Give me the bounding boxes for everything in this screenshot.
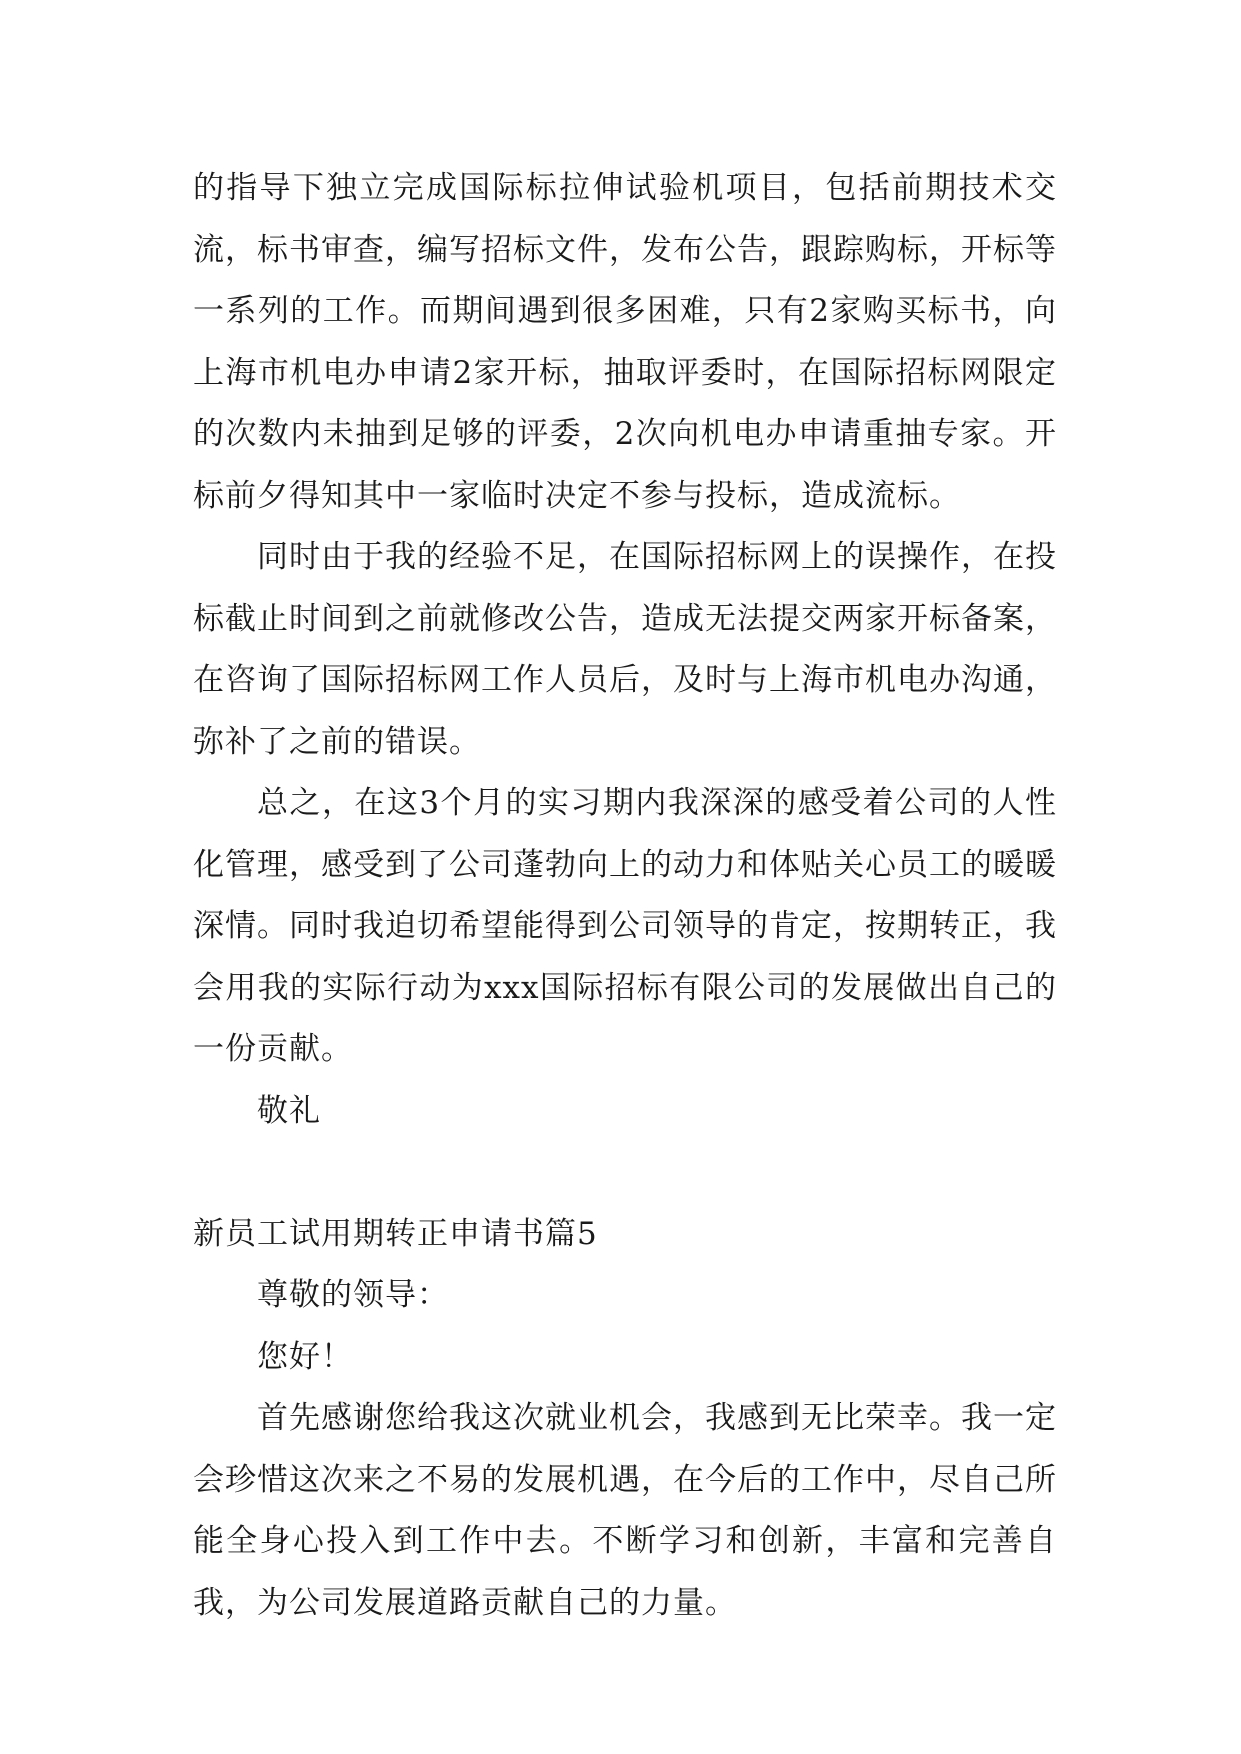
paragraph-gratitude: 首先感谢您给我这次就业机会，我感到无比荣幸。我一定会珍惜这次来之不易的发展机遇，在今后的工作中，尽自己所能全身心投入到工作中去。不断学习和创新，丰富和完善自我，为公司发展道路贡献自己的力量。 [193,1400,1057,1621]
paragraph-conclusion: 总之，在这3个月的实习期内我深深的感受着公司的人性化管理，感受到了公司蓬勃向上的动力和体贴关心员工的暖暖深情。同时我迫切希望能得到公司领导的肯定，按期转正，我会用我的实际行动为xxx国际招标有限公司的发展做出自己的一份贡献。 [193,785,1057,1067]
paragraph-project-work: 的指导下独立完成国际标拉伸试验机项目，包括前期技术交流，标书审查，编写招标文件，发布公告，跟踪购标，开标等一系列的工作。而期间遇到很多困难，只有2家购买标书，向上海市机电办申请2家开标，抽取评委时，在国际招标网限定的次数内未抽到足够的评委，2次向机电办申请重抽专家。开标前夕得知其中一家临时决定不参与投标，造成流标。 [193,170,1057,514]
section-title: 新员工试用期转正申请书篇5 [193,1215,598,1252]
document-body [193,158,1057,1634]
blank-line [193,1142,1057,1204]
paragraph-greeting-recipient: 尊敬的领导： [257,1277,449,1313]
paragraph-mistake-correction: 同时由于我的经验不足，在国际招标网上的误操作，在投标截止时间到之前就修改公告，造成无法提交两家开标备案，在咨询了国际招标网工作人员后，及时与上海市机电办沟通，弥补了之前的错误。 [193,539,1057,760]
paragraph-salutation-closing: 敬礼 [257,1092,321,1129]
paragraph-greeting-hello: 您好！ [257,1338,353,1375]
